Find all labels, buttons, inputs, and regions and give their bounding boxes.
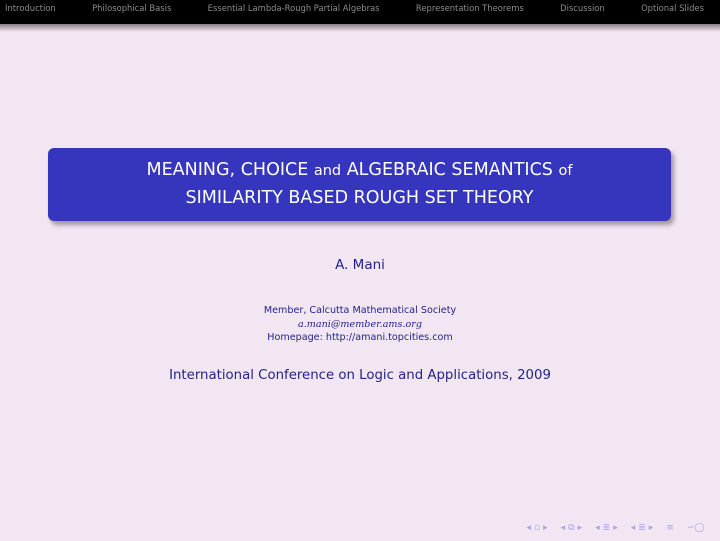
nav-essential-lambda-rough[interactable]: Essential Lambda-Rough Partial Algebras [207,3,380,13]
nav-philosophical-basis[interactable]: Philosophical Basis [92,3,172,13]
title-line-1 [147,157,573,185]
navbar-shadow [0,24,720,32]
author-name: A. Mani [335,257,385,273]
conference-name: International Conference on Logic and Applications, 2009 [169,368,551,383]
section-icon[interactable]: ≣ [602,523,611,533]
nav-introduction[interactable]: Introduction [5,3,56,13]
section-right-icon[interactable]: ▸ [613,523,618,533]
nav-optional-slides[interactable]: Optional Slides [641,3,704,13]
subsection-icon[interactable]: ⧉ [568,523,575,533]
frame-icon[interactable]: ▫ [533,523,541,533]
title-line-2: SIMILARITY BASED ROUGH SET THEORY [185,188,534,208]
nav-discussion[interactable]: Discussion [560,3,605,13]
subsection-nav-group [559,523,584,533]
subsection-right-icon[interactable]: ▸ [577,523,583,533]
align-nav-group [665,523,676,533]
frame-left-icon[interactable]: ◂ [526,523,531,533]
search-icon[interactable]: ∽◯ [686,523,705,533]
subsubsection-left-icon[interactable]: ◂ [630,523,636,533]
title-block [48,148,671,221]
frame-right-icon[interactable]: ▸ [543,523,548,533]
section-left-icon[interactable]: ◂ [595,523,600,533]
search-nav-group [685,523,706,533]
title-part: MEANING, CHOICE [146,160,314,180]
affiliation-block [0,304,720,345]
subsubsection-icon[interactable]: ≣ [638,523,646,533]
navigation-bar [0,0,720,24]
author-homepage: Homepage: http://amani.topcities.com [267,332,453,343]
subsubsection-right-icon[interactable]: ▸ [648,523,654,533]
nav-representation-theorems[interactable]: Representation Theorems [415,3,524,13]
section-nav-group [594,523,620,533]
title-part-small: of [558,163,573,179]
title-part-small: and [313,163,342,179]
subsection-left-icon[interactable]: ◂ [560,523,566,533]
frame-nav-group [525,523,549,533]
author-email: a.mani@member.ams.org [298,318,422,330]
beamer-navigation-symbols [515,523,706,533]
affiliation-member: Member, Calcutta Mathematical Society [263,305,457,316]
title-part: ALGEBRAIC SEMANTICS [341,160,559,180]
subsubsection-nav-group [629,523,655,533]
align-icon[interactable]: ≡ [666,523,674,533]
